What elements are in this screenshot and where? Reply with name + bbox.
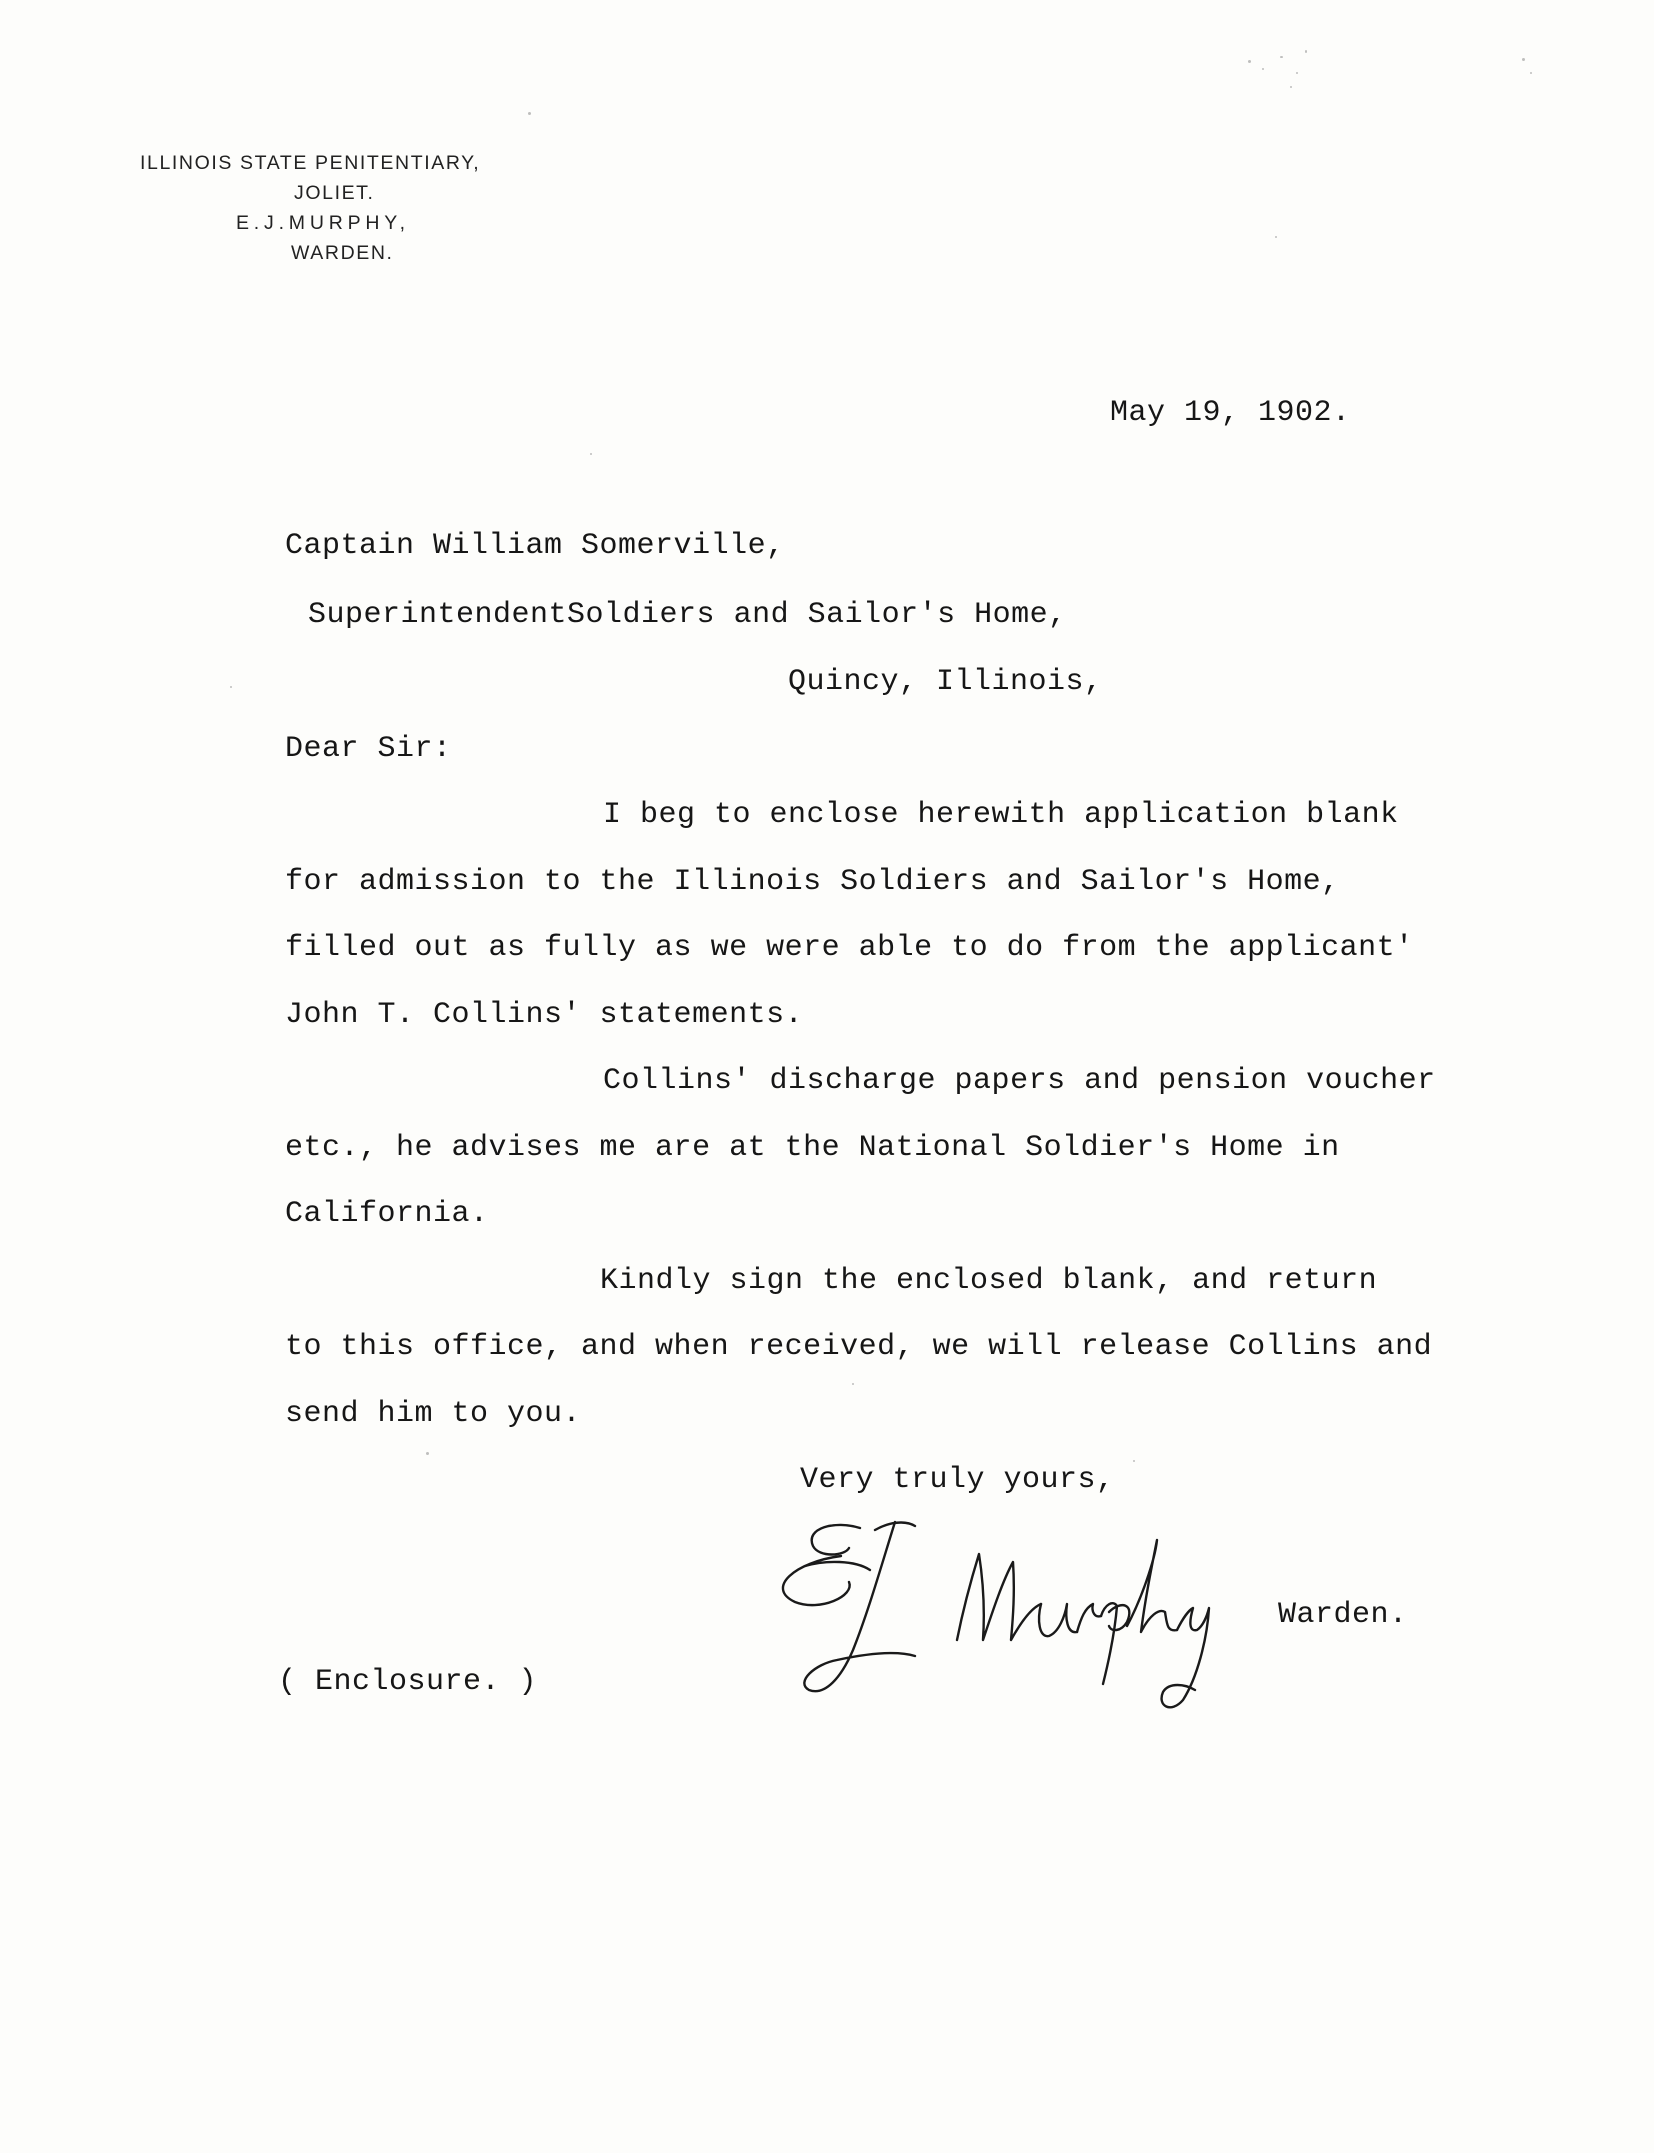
scan-speck <box>1262 68 1264 70</box>
enclosure-note: ( Enclosure. ) <box>278 1665 538 1699</box>
scan-speck <box>1290 86 1292 88</box>
handwritten-signature <box>765 1500 1225 1725</box>
scan-speck <box>1248 60 1251 63</box>
letterhead-warden-name: E.J.MURPHY, <box>236 212 410 234</box>
body-line: Kindly sign the enclosed blank, and return <box>600 1264 1378 1298</box>
body-line: for admission to the Illinois Soldiers and Sailor's Home, <box>285 865 1340 899</box>
scan-speck <box>1522 58 1525 61</box>
salutation: Dear Sir: <box>285 732 452 766</box>
letter-date: May 19, 1902. <box>1110 396 1351 430</box>
scan-speck <box>1280 56 1283 58</box>
body-line: I beg to enclose herewith application blank <box>603 798 1399 832</box>
scan-speck <box>590 453 592 455</box>
body-line: send him to you. <box>285 1397 582 1431</box>
scan-speck <box>1296 72 1298 74</box>
letterhead-city: JOLIET. <box>294 182 375 204</box>
body-line: Collins' discharge papers and pension voucher <box>603 1064 1436 1098</box>
scan-speck <box>852 1383 854 1385</box>
scan-speck <box>1275 236 1277 238</box>
scan-speck <box>1530 72 1532 74</box>
scan-speck <box>1133 1460 1135 1462</box>
scan-speck <box>1305 50 1307 53</box>
letterhead-institution: ILLINOIS STATE PENITENTIARY, <box>140 152 481 174</box>
body-line: etc., he advises me are at the National Soldier's Home in <box>285 1131 1340 1165</box>
closing: Very truly yours, <box>800 1463 1115 1497</box>
body-line: California. <box>285 1197 489 1231</box>
recipient-name: Captain William Somerville, <box>285 529 785 563</box>
scan-speck <box>230 686 232 688</box>
signer-title: Warden. <box>1278 1598 1408 1632</box>
scan-speck <box>426 1452 429 1455</box>
body-line: to this office, and when received, we will release Collins and <box>285 1330 1433 1364</box>
letterhead-warden-title: WARDEN. <box>291 242 394 264</box>
body-line: filled out as fully as we were able to do from the applicant' <box>285 931 1414 965</box>
recipient-location: Quincy, Illinois, <box>788 665 1103 699</box>
body-line: John T. Collins' statements. <box>285 998 804 1032</box>
scan-speck <box>528 112 531 115</box>
recipient-title: SuperintendentSoldiers and Sailor's Home, <box>308 598 1067 632</box>
